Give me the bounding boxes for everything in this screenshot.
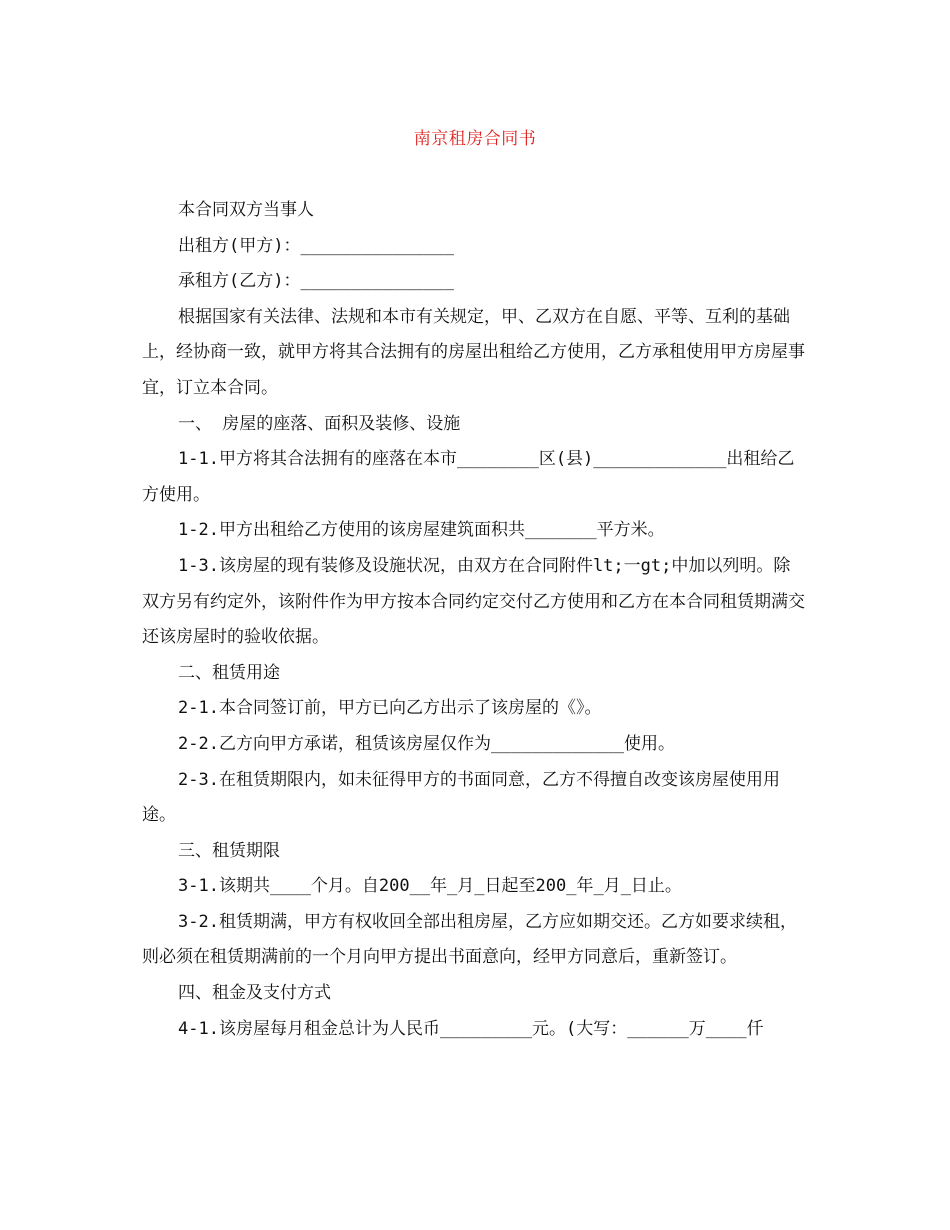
section-heading-4: 四、租金及支付方式 <box>178 983 331 1004</box>
paragraph-preamble: 根据国家有关法律、法规和本市有关规定，甲、乙双方在自愿、平等、互利的基础上，经协商一致，就甲方将其合法拥有的房屋出租给乙方使用，乙方承租使用甲方房屋事宜，订立本合同。 <box>142 306 805 398</box>
clause-1-3: 1-3.该房屋的现有装修及设施状况，由双方在合同附件lt;一gt;中加以列明。除双方另有约定外，该附件作为甲方按本合同约定交付乙方使用和乙方在本合同租赁期满交还该房屋时的验收依据。 <box>142 555 805 648</box>
section-heading-2: 二、租赁用途 <box>178 662 280 683</box>
section-heading-1: 一、 房屋的座落、面积及装修、设施 <box>178 413 461 434</box>
section-heading-3: 三、租赁期限 <box>178 840 280 861</box>
paragraph-lessee: 承租方(乙方)：_______________ <box>178 271 454 292</box>
document-body <box>142 193 806 1047</box>
clause-4-1: 4-1.该房屋每月租金总计为人民币_________元。(大写：______万____仟 <box>178 1018 764 1039</box>
clause-2-3: 2-3.在租赁期限内，如未征得甲方的书面同意，乙方不得擅自改变该房屋使用用途。 <box>142 769 780 826</box>
clause-2-2: 2-2.乙方向甲方承诺，租赁该房屋仅作为_____________使用。 <box>178 733 675 754</box>
clause-3-1: 3-1.该期共____个月。自200__年_月_日起至200_年_月_日止。 <box>178 876 682 897</box>
paragraph-lessor: 出租方(甲方)：_______________ <box>178 235 454 256</box>
document-title: 南京租房合同书 <box>413 129 537 149</box>
clause-1-1: 1-1.甲方将其合法拥有的座落在本市________区(县)_____________出租给乙方使用。 <box>142 449 795 505</box>
clause-1-2: 1-2.甲方出租给乙方使用的该房屋建筑面积共_______平方米。 <box>178 520 665 541</box>
paragraph-parties-intro: 本合同双方当事人 <box>178 200 314 220</box>
clause-2-1: 2-1.本合同签订前，甲方已向乙方出示了该房屋的《》。 <box>178 698 602 719</box>
clause-3-2: 3-2.租赁期满，甲方有权收回全部出租房屋，乙方应如期交还。乙方如要求续租，则必须在租赁期满前的一个月向甲方提出书面意向，经甲方同意后，重新签订。 <box>142 911 797 968</box>
